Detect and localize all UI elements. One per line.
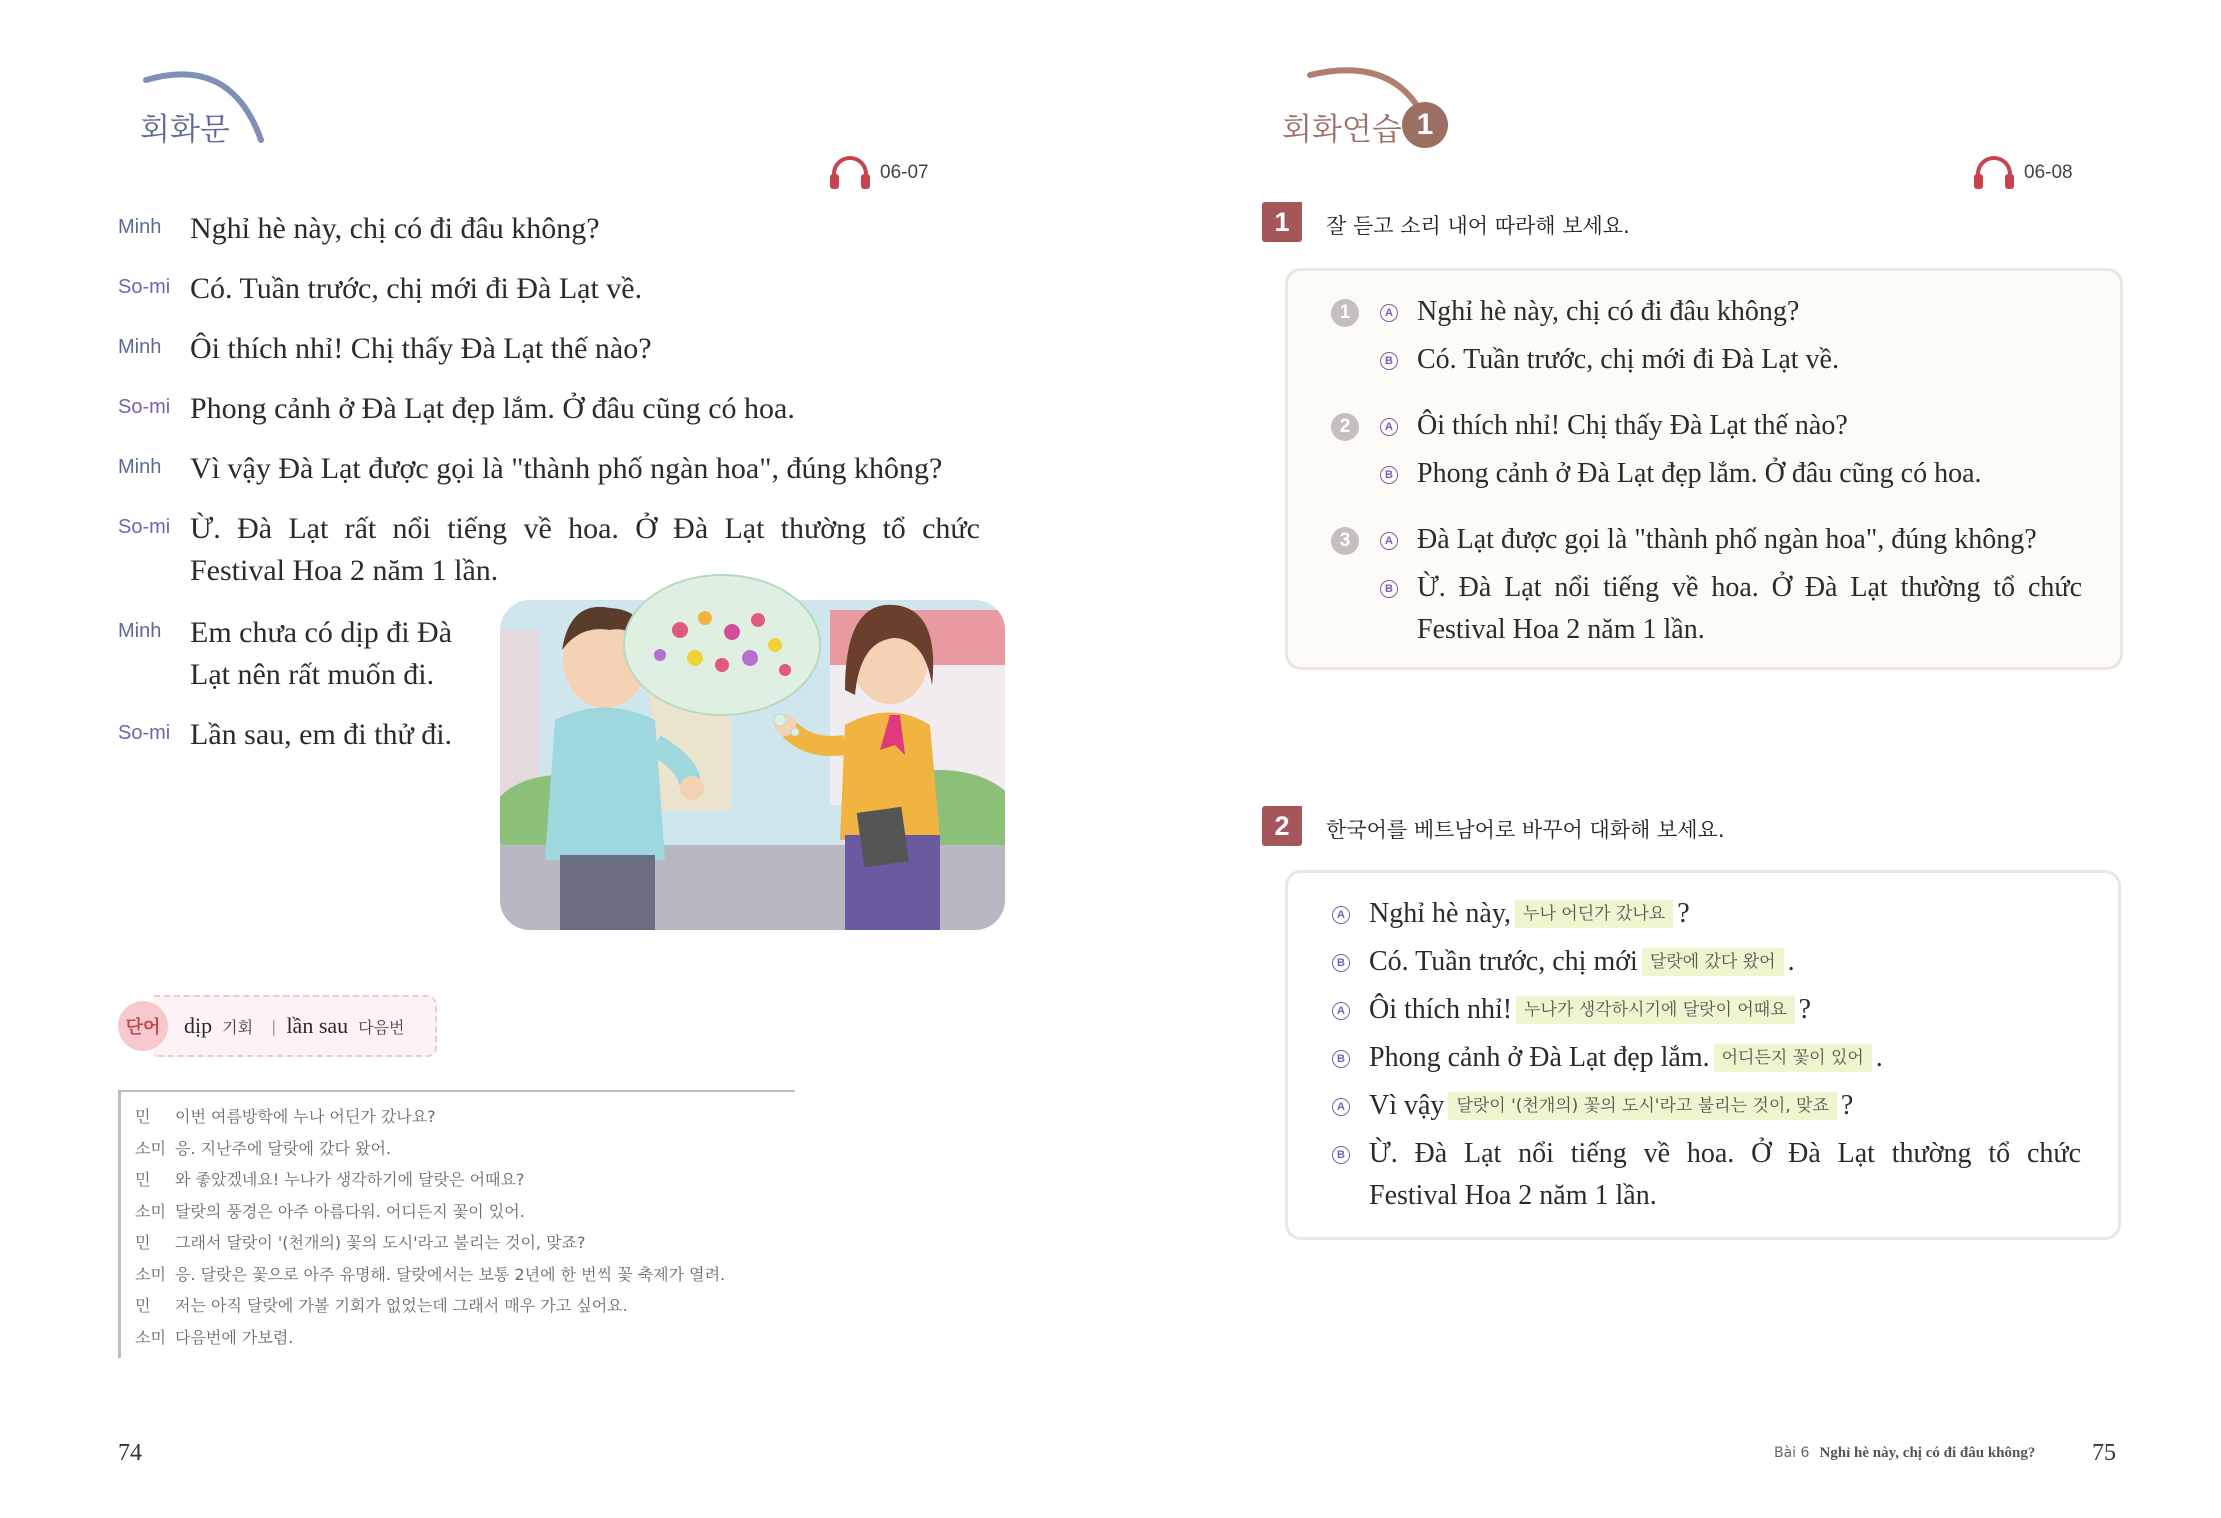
korean-translation bbox=[118, 1090, 795, 1358]
translation-speaker: 소미 bbox=[135, 1201, 166, 1221]
translation-text: 달랏의 풍경은 아주 아름다워. 어디든지 꽃이 있어. bbox=[175, 1201, 525, 1221]
utterance: Ôi thích nhỉ! Chị thấy Đà Lạt thế nào? bbox=[190, 332, 652, 365]
translation-row bbox=[135, 1132, 795, 1164]
utterance-line-2: Festival Hoa 2 năm 1 lần. bbox=[190, 554, 499, 587]
translation-speaker: 민 bbox=[135, 1233, 151, 1253]
korean-hint: 어디든지 꽃이 있어 bbox=[1714, 1044, 1872, 1072]
line-text: Ôi thích nhỉ! bbox=[1369, 994, 1513, 1025]
footer-running-title bbox=[1774, 1445, 2035, 1462]
audio-track[interactable] bbox=[828, 156, 929, 190]
vocab-meaning: 기회 bbox=[222, 1017, 254, 1037]
korean-hint: 달랏에 갔다 왔어 bbox=[1642, 948, 1784, 976]
circled-a-icon: A bbox=[1380, 532, 1398, 550]
dialogue-line bbox=[118, 448, 942, 490]
exercise-line bbox=[1369, 941, 1795, 983]
translation-speaker: 민 bbox=[135, 1107, 151, 1127]
translation-text: 저는 아직 달랏에 가볼 기회가 없었는데 그래서 매우 가고 싶어요. bbox=[175, 1296, 628, 1316]
exercise-number: 1 bbox=[1262, 202, 1302, 242]
vocab-list bbox=[154, 995, 437, 1057]
translation-text: 그래서 달랏이 '(천개의) 꽃의 도시'라고 불리는 것이, 맞죠? bbox=[175, 1233, 586, 1253]
utterance: Nghỉ hè này, chị có đi đâu không? bbox=[190, 212, 600, 245]
circled-a-icon: A bbox=[1332, 1002, 1350, 1020]
speaker-name: So-mi bbox=[118, 722, 171, 744]
speaker-name: Minh bbox=[118, 620, 162, 642]
vocabulary-box bbox=[118, 996, 437, 1056]
utterance-line-1: Em chưa có dịp đi Đà bbox=[190, 616, 453, 649]
circled-b-icon: B bbox=[1380, 580, 1398, 598]
exercise-instruction: 잘 듣고 소리 내어 따라해 보세요. bbox=[1326, 214, 1630, 238]
line-a: Đà Lạt được gọi là "thành phố ngàn hoa", đúng không? bbox=[1417, 524, 2037, 555]
circled-b-icon: B bbox=[1332, 1050, 1350, 1068]
translation-speaker: 소미 bbox=[135, 1327, 166, 1347]
item-number: 1 bbox=[1331, 299, 1359, 327]
translation-text: 응. 지난주에 달랏에 갔다 왔어. bbox=[175, 1138, 391, 1158]
line-a: Nghỉ hè này, chị có đi đâu không? bbox=[1417, 296, 1800, 327]
vocab-word: lần sau bbox=[286, 1013, 349, 1038]
line-a: Ôi thích nhỉ! Chị thấy Đà Lạt thế nào? bbox=[1417, 410, 1848, 441]
utterance-line-1: Ừ. Đà Lạt rất nổi tiếng về hoa. Ở Đà Lạt thường tổ chức bbox=[190, 512, 980, 545]
illustration-minh-somi bbox=[500, 570, 1020, 940]
translation-speaker: 소미 bbox=[135, 1138, 166, 1158]
footer-lesson: Bài 6 bbox=[1774, 1445, 1810, 1461]
audio-track[interactable] bbox=[1972, 156, 2073, 190]
translation-speaker: 소미 bbox=[135, 1264, 166, 1284]
translation-row bbox=[135, 1258, 795, 1290]
line-b: Phong cảnh ở Đà Lạt đẹp lắm. Ở đâu cũng có hoa. bbox=[1417, 458, 1982, 489]
utterance: Phong cảnh ở Đà Lạt đẹp lắm. Ở đâu cũng có hoa. bbox=[190, 392, 795, 425]
section-title: 회화문 bbox=[140, 112, 230, 148]
translation-row bbox=[135, 1289, 795, 1321]
section-title: 회화연습 bbox=[1282, 112, 1402, 148]
dialogue-line bbox=[118, 328, 652, 370]
speaker-name: Minh bbox=[118, 336, 162, 358]
translation-text: 다음번에 가보렴. bbox=[175, 1327, 294, 1347]
translation-row bbox=[135, 1195, 795, 1227]
exercise-line: Ừ. Đà Lạt nổi tiếng về hoa. Ở Đà Lạt thường tổ chức bbox=[1369, 1138, 2081, 1169]
korean-hint: 누나가 생각하시기에 달랏이 어때요 bbox=[1516, 996, 1795, 1024]
speaker-name: So-mi bbox=[118, 396, 171, 418]
page-number: 74 bbox=[118, 1440, 142, 1466]
dialogue-line bbox=[118, 612, 452, 696]
translation-speaker: 민 bbox=[135, 1170, 151, 1190]
korean-hint: 달랏이 '(천개의) 꽃의 도시'라고 불리는 것이, 맞죠 bbox=[1448, 1092, 1836, 1120]
line-punctuation: ? bbox=[1798, 994, 1812, 1025]
exercise-instruction: 한국어를 베트남어로 바꾸어 대화해 보세요. bbox=[1326, 818, 1725, 842]
translation-row bbox=[135, 1226, 795, 1258]
circled-b-icon: B bbox=[1380, 352, 1398, 370]
exercise-line bbox=[1369, 893, 1690, 935]
utterance-line-2: Lạt nên rất muốn đi. bbox=[190, 658, 435, 691]
circled-b-icon: B bbox=[1332, 1146, 1350, 1164]
translation-row bbox=[135, 1100, 795, 1132]
translation-speaker: 민 bbox=[135, 1296, 151, 1316]
line-text: Nghỉ hè này, bbox=[1369, 898, 1512, 929]
line-punctuation: . bbox=[1875, 1042, 1883, 1073]
headphones-icon bbox=[1972, 156, 2016, 190]
line-text: Phong cảnh ở Đà Lạt đẹp lắm. bbox=[1369, 1042, 1710, 1073]
circled-b-icon: B bbox=[1332, 954, 1350, 972]
speaker-name: Minh bbox=[118, 216, 162, 238]
circled-a-icon: A bbox=[1380, 418, 1398, 436]
circled-a-icon: A bbox=[1332, 906, 1350, 924]
line-b-continued: Festival Hoa 2 năm 1 lần. bbox=[1417, 614, 1705, 645]
exercise-line bbox=[1369, 989, 1811, 1031]
page-number: 75 bbox=[2092, 1440, 2116, 1466]
translation-text: 응. 달랏은 꽃으로 아주 유명해. 달랏에서는 보통 2년에 한 번씩 꽃 축제가 열려. bbox=[175, 1264, 726, 1284]
utterance: Lần sau, em đi thử đi. bbox=[190, 718, 453, 751]
exercise-2-box bbox=[1285, 870, 2121, 1240]
exercise-line bbox=[1369, 1037, 1883, 1079]
speaker-name: Minh bbox=[118, 456, 162, 478]
translation-text: 이번 여름방학에 누나 어딘가 갔나요? bbox=[175, 1107, 436, 1127]
footer-title: Nghỉ hè này, chị có đi đâu không? bbox=[1819, 1445, 2036, 1461]
line-punctuation: ? bbox=[1840, 1090, 1854, 1121]
dialogue-line bbox=[118, 268, 642, 310]
line-text: Vì vậy bbox=[1369, 1090, 1445, 1121]
vocab-meaning: 다음번 bbox=[358, 1017, 405, 1037]
line-b: Có. Tuần trước, chị mới đi Đà Lạt về. bbox=[1417, 344, 1839, 375]
utterance: Có. Tuần trước, chị mới đi Đà Lạt về. bbox=[190, 272, 643, 305]
line-punctuation: . bbox=[1787, 946, 1795, 977]
audio-track-number: 06-07 bbox=[880, 162, 929, 183]
utterance: Vì vậy Đà Lạt được gọi là "thành phố ngàn hoa", đúng không? bbox=[190, 452, 943, 485]
circled-a-icon: A bbox=[1332, 1098, 1350, 1116]
line-b: Ừ. Đà Lạt nổi tiếng về hoa. Ở Đà Lạt thường tổ chức bbox=[1417, 572, 2082, 603]
circled-a-icon: A bbox=[1380, 304, 1398, 322]
exercise-1-box bbox=[1285, 268, 2123, 670]
dialogue-line bbox=[118, 208, 600, 250]
korean-hint: 누나 어딘가 갔나요 bbox=[1515, 900, 1673, 928]
vocab-badge: 단어 bbox=[118, 1001, 168, 1051]
translation-row bbox=[135, 1163, 795, 1195]
section-number-badge: 1 bbox=[1402, 102, 1448, 148]
headphones-icon bbox=[828, 156, 872, 190]
dialogue-line bbox=[118, 714, 452, 756]
speaker-name: So-mi bbox=[118, 276, 171, 298]
dialogue-line bbox=[118, 388, 795, 430]
exercise-line-continued: Festival Hoa 2 năm 1 lần. bbox=[1369, 1180, 1657, 1211]
line-text: Có. Tuần trước, chị mới bbox=[1369, 946, 1638, 977]
circled-b-icon: B bbox=[1380, 466, 1398, 484]
translation-text: 와 좋았겠네요! 누나가 생각하기에 달랏은 어때요? bbox=[175, 1170, 525, 1190]
vocab-separator: | bbox=[271, 1016, 277, 1036]
line-punctuation: ? bbox=[1677, 898, 1690, 929]
item-number: 2 bbox=[1331, 413, 1359, 441]
speaker-name: So-mi bbox=[118, 516, 171, 538]
item-number: 3 bbox=[1331, 527, 1359, 555]
vocab-word: dịp bbox=[184, 1013, 213, 1038]
translation-row bbox=[135, 1321, 795, 1353]
utterance bbox=[190, 612, 452, 696]
exercise-line bbox=[1369, 1085, 1853, 1127]
exercise-number: 2 bbox=[1262, 806, 1302, 846]
audio-track-number: 06-08 bbox=[2024, 162, 2073, 183]
